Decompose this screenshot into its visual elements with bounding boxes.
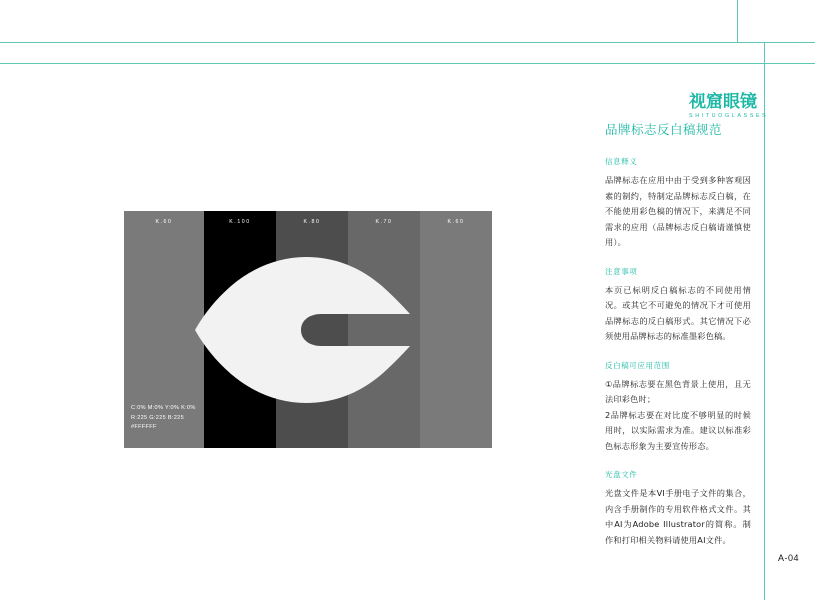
color-spec-line: C:0% M:0% Y:0% K:0%	[131, 405, 196, 411]
swatch-label: K.60	[155, 219, 173, 225]
text-section-2	[605, 360, 751, 455]
section-heading: 光盘文件	[605, 470, 638, 479]
header-rule-bottom	[0, 63, 815, 64]
text-section-0	[605, 156, 751, 251]
section-heading: 注意事项	[605, 266, 638, 276]
page-title: 品牌标志反白稿规范	[605, 122, 723, 137]
swatch-label: K.80	[303, 219, 321, 225]
text-column	[605, 122, 751, 563]
brand-mark-reversed	[186, 256, 428, 404]
color-spec-line: #FFFFFF	[131, 424, 157, 431]
section-body: 本页已标明反白稿标志的不同使用情况。或其它不可避免的情况下才可使用品牌标志的反白稿形式。其它情况下必须使用品牌标志的标准墨彩色稿。	[605, 284, 751, 341]
text-section-1	[605, 266, 751, 345]
page-number: A-04	[777, 553, 799, 563]
color-spec-line: R:225 G:225 B:225	[131, 414, 184, 421]
brand-logo-en: SHITUOGLASSES	[689, 113, 769, 119]
vertical-rule-top	[737, 0, 738, 42]
swatch-label: K.60	[447, 219, 465, 225]
text-section-3	[605, 469, 751, 548]
brand-logo-cn: 视窟眼镜	[689, 92, 757, 112]
section-heading: 信息释义	[605, 157, 638, 166]
swatch-4	[420, 211, 492, 448]
swatch-label: K.100	[229, 219, 251, 225]
header-rule-top	[0, 42, 815, 43]
section-heading: 反白稿可应用范围	[605, 360, 670, 370]
section-body: 光盘文件是本VI手册电子文件的集合，内含手册制作的专用软件格式文件。其中AI为Adobe Illustrator的简称。制作和打印相关物料请使用AI文件。	[605, 488, 751, 545]
section-body: 品牌标志在应用中由于受到多种客观因素的制约，特制定品牌标志反白稿，在不能使用彩色稿的情况下，来满足不同需求的应用（品牌标志反白稿请谨慎使用）。	[605, 175, 751, 247]
swatch-label: K.70	[375, 219, 393, 225]
vertical-rule-right	[764, 42, 765, 600]
color-spec	[131, 404, 196, 433]
section-body: ①品牌标志要在黑色背景上使用，且无法印彩色时； 2品牌标志要在对比度不够明显的时候用时，以实际需求为准。建议以标准彩色标志形象为主要宣传形态。	[605, 378, 751, 451]
brand-logo	[689, 93, 799, 119]
